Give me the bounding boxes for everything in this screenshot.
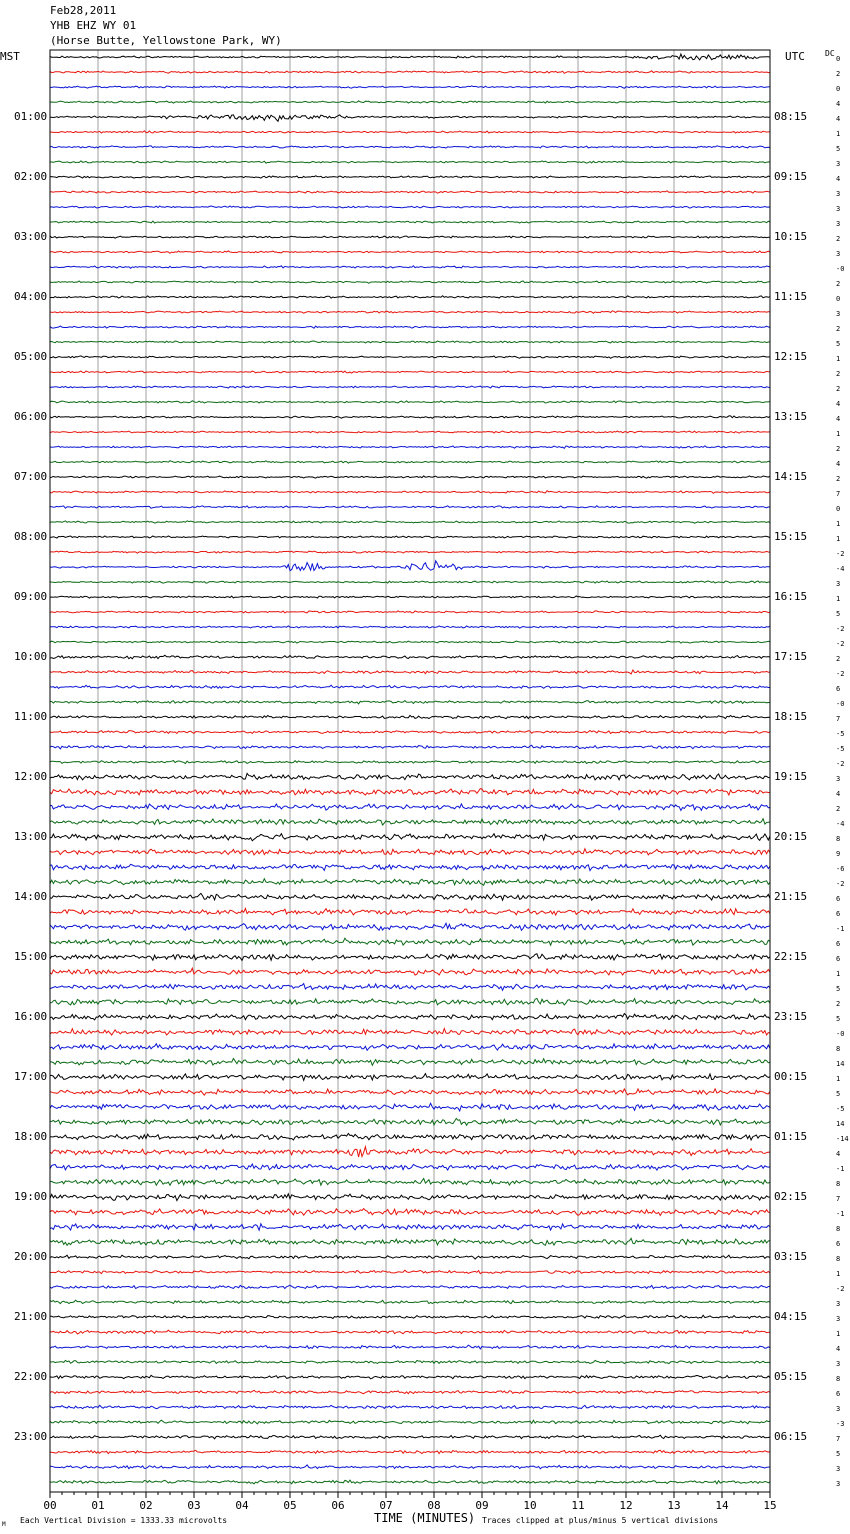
seismic-trace — [50, 101, 770, 103]
dc-offset-value: 5 — [836, 1450, 841, 1458]
seismic-trace — [50, 611, 770, 613]
utc-hour-label: 04:15 — [774, 1310, 808, 1323]
utc-hour-label: 20:15 — [774, 830, 808, 843]
mst-hour-label: 22:00 — [14, 1370, 48, 1383]
x-tick-label: 07 — [379, 1499, 393, 1512]
utc-hour-label: 10:15 — [774, 230, 808, 243]
seismic-trace — [50, 266, 770, 269]
seismic-trace — [50, 1450, 770, 1453]
dc-offset-value: -1 — [836, 925, 845, 933]
dc-offset-value: 3 — [836, 190, 841, 198]
mst-hour-label: 04:00 — [14, 290, 48, 303]
dc-offset-value: 4 — [836, 115, 841, 123]
x-tick-label: 13 — [667, 1499, 681, 1512]
x-axis-title: TIME (MINUTES) — [374, 1511, 476, 1525]
seismic-trace — [50, 431, 770, 433]
dc-offset-value: 3 — [836, 1300, 841, 1308]
dc-offset-value: 3 — [836, 250, 841, 258]
dc-offset-value: 1 — [836, 1330, 841, 1338]
seismic-trace — [50, 1118, 770, 1125]
utc-hour-label: 00:15 — [774, 1070, 808, 1083]
seismic-trace — [50, 1194, 770, 1201]
dc-offset-value: 4 — [836, 460, 841, 468]
dc-offset-value: 5 — [836, 1015, 841, 1023]
utc-hour-label: 14:15 — [774, 470, 808, 483]
dc-offset-value: -1 — [836, 1165, 845, 1173]
utc-hour-label: 19:15 — [774, 770, 808, 783]
dc-offset-value: -4 — [836, 565, 845, 573]
seismic-trace — [50, 1134, 770, 1141]
dc-offset-value: 8 — [836, 1375, 841, 1383]
seismic-trace — [50, 834, 770, 841]
seismic-trace — [50, 581, 770, 583]
utc-hour-label: 15:15 — [774, 530, 808, 543]
x-tick-label: 09 — [475, 1499, 489, 1512]
dc-offset-value: 7 — [836, 715, 841, 723]
dc-offset-value: 5 — [836, 610, 841, 618]
dc-offset-value: 6 — [836, 955, 841, 963]
dc-offset-value: 1 — [836, 970, 841, 978]
dc-offset-value: 3 — [836, 1315, 841, 1323]
seismic-trace — [50, 386, 770, 388]
utc-hour-label: 18:15 — [774, 710, 808, 723]
dc-offset-value: -14 — [836, 1135, 849, 1143]
seismic-trace — [50, 251, 770, 253]
dc-offset-value: 14 — [836, 1060, 845, 1068]
seismic-trace — [50, 341, 770, 343]
dc-offset-value: 2 — [836, 445, 841, 453]
mst-hour-label: 02:00 — [14, 170, 48, 183]
x-tick-label: 15 — [763, 1499, 777, 1512]
seismic-trace — [50, 536, 770, 538]
dc-offset-value: 9 — [836, 850, 841, 858]
dc-offset-value: 2 — [836, 370, 841, 378]
dc-offset-value: 0 — [836, 55, 841, 63]
seismic-trace — [50, 879, 770, 885]
left-axis-label: MST — [0, 50, 20, 63]
seismic-trace — [50, 176, 770, 178]
seismic-trace — [50, 804, 770, 811]
dc-offset-value: 4 — [836, 400, 841, 408]
seismic-trace — [50, 356, 770, 358]
utc-hour-label: 12:15 — [774, 350, 808, 363]
seismic-trace — [50, 998, 770, 1005]
dc-offset-value: -2 — [836, 670, 845, 678]
mst-hour-label: 10:00 — [14, 650, 48, 663]
x-tick-label: 14 — [715, 1499, 729, 1512]
seismic-trace — [50, 54, 770, 60]
dc-offset-value: 4 — [836, 790, 841, 798]
dc-offset-value: 2 — [836, 805, 841, 813]
dc-offset-value: 4 — [836, 100, 841, 108]
mst-hour-label: 17:00 — [14, 1070, 48, 1083]
dc-offset-value: -2 — [836, 640, 845, 648]
seismic-trace — [50, 551, 770, 553]
seismic-trace — [50, 909, 770, 916]
dc-offset-value: 3 — [836, 1480, 841, 1488]
seismic-trace — [50, 311, 770, 313]
x-tick-label: 11 — [571, 1499, 585, 1512]
seismic-trace — [50, 1238, 770, 1245]
dc-offset-value: -6 — [836, 865, 845, 873]
mst-hour-label: 19:00 — [14, 1190, 48, 1203]
dc-offset-value: 1 — [836, 520, 841, 528]
mst-hour-label: 09:00 — [14, 590, 48, 603]
seismic-trace — [50, 1209, 770, 1216]
dc-offset-value: 3 — [836, 310, 841, 318]
dc-offset-value: -2 — [836, 625, 845, 633]
mst-hour-label: 05:00 — [14, 350, 48, 363]
seismic-trace — [50, 596, 770, 598]
dc-offset-value: -3 — [836, 1420, 845, 1428]
seismic-trace — [50, 789, 770, 795]
mst-hour-label: 20:00 — [14, 1250, 48, 1263]
x-tick-label: 00 — [43, 1499, 57, 1512]
dc-offset-value: 3 — [836, 205, 841, 213]
seismic-trace — [50, 1405, 770, 1408]
seismic-trace — [50, 401, 770, 403]
mst-hour-label: 11:00 — [14, 710, 48, 723]
dc-offset-value: 1 — [836, 1075, 841, 1083]
mst-hour-label: 16:00 — [14, 1010, 48, 1023]
dc-offset-value: -2 — [836, 760, 845, 768]
seismic-trace — [50, 1014, 770, 1020]
seismic-trace — [50, 476, 770, 478]
seismic-trace — [50, 745, 770, 749]
dc-offset-value: -0 — [836, 1030, 845, 1038]
utc-hour-label: 22:15 — [774, 950, 808, 963]
trace-group — [50, 54, 770, 1484]
seismic-trace — [50, 761, 770, 764]
dc-offset-value: 1 — [836, 130, 841, 138]
dc-offset-value: 1 — [836, 355, 841, 363]
dc-offset-value: 5 — [836, 340, 841, 348]
utc-hour-label: 23:15 — [774, 1010, 808, 1023]
dc-offset-value: 0 — [836, 505, 841, 513]
seismic-trace — [50, 893, 770, 900]
dc-offset-value: 5 — [836, 145, 841, 153]
dc-offset-value: 3 — [836, 1465, 841, 1473]
dc-label: DC — [825, 49, 835, 58]
seismic-trace — [50, 685, 770, 688]
dc-offset-value: 7 — [836, 1435, 841, 1443]
x-axis — [43, 1492, 776, 1512]
x-tick-label: 06 — [331, 1499, 345, 1512]
dc-offset-value: 2 — [836, 235, 841, 243]
seismic-trace — [50, 1435, 770, 1439]
seismic-trace — [50, 191, 770, 193]
dc-offset-value: 1 — [836, 595, 841, 603]
seismic-trace — [50, 491, 770, 494]
seismic-trace — [50, 984, 770, 991]
mst-hour-label: 14:00 — [14, 890, 48, 903]
header-date: Feb28,2011 — [50, 4, 117, 17]
dc-offset-value: 3 — [836, 1405, 841, 1413]
seismic-trace — [50, 938, 770, 945]
seismic-trace — [50, 1360, 770, 1363]
x-tick-label: 12 — [619, 1499, 633, 1512]
dc-offset-value: -4 — [836, 820, 845, 828]
dc-offset-value: 3 — [836, 160, 841, 168]
seismic-trace — [50, 561, 770, 571]
seismic-trace — [50, 86, 770, 88]
dc-offset-value: 2 — [836, 70, 841, 78]
seismic-trace — [50, 1164, 770, 1170]
dc-offset-value: 3 — [836, 1360, 841, 1368]
dc-offset-value: 1 — [836, 1270, 841, 1278]
seismic-trace — [50, 968, 770, 975]
dc-offset-value: 5 — [836, 985, 841, 993]
dc-offset-value: 6 — [836, 685, 841, 693]
dc-offset-value: -2 — [836, 550, 845, 558]
dc-offset-value: -5 — [836, 730, 845, 738]
seismic-trace — [50, 1059, 770, 1066]
seismic-trace — [50, 506, 770, 509]
seismic-trace — [50, 819, 770, 825]
seismic-trace — [50, 146, 770, 148]
mst-hour-label: 07:00 — [14, 470, 48, 483]
seismic-trace — [50, 1074, 770, 1081]
mst-hour-label: 13:00 — [14, 830, 48, 843]
mst-hour-label: 18:00 — [14, 1130, 48, 1143]
corner-mark: M — [2, 1521, 6, 1528]
seismic-trace — [50, 1300, 770, 1303]
seismic-trace — [50, 923, 770, 930]
dc-offset-value: 1 — [836, 430, 841, 438]
dc-offset-value: 2 — [836, 1000, 841, 1008]
x-tick-label: 01 — [91, 1499, 105, 1512]
seismic-trace — [50, 1103, 770, 1111]
mst-hour-label: 15:00 — [14, 950, 48, 963]
seismic-trace — [50, 1270, 770, 1274]
seismic-trace — [50, 655, 770, 659]
dc-offset-value: -0 — [836, 265, 845, 273]
seismic-trace — [50, 221, 770, 223]
seismic-trace — [50, 461, 770, 463]
seismic-trace — [50, 1315, 770, 1318]
dc-offset-value: 0 — [836, 295, 841, 303]
dc-offset-value: 4 — [836, 1345, 841, 1353]
dc-offset-value: 8 — [836, 1180, 841, 1188]
dc-offset-value: 7 — [836, 490, 841, 498]
plot-frame — [50, 50, 770, 1492]
seismic-trace — [50, 1224, 770, 1230]
header-station: YHB EHZ WY 01 — [50, 19, 137, 32]
dc-offset-value: 8 — [836, 1255, 841, 1263]
dc-offset-value: 2 — [836, 655, 841, 663]
plot-grid — [98, 50, 722, 1492]
dc-offset-value: 4 — [836, 175, 841, 183]
dc-offset-value: 4 — [836, 415, 841, 423]
utc-hour-label: 08:15 — [774, 110, 808, 123]
seismic-trace — [50, 1330, 770, 1334]
dc-offset-value: 3 — [836, 220, 841, 228]
seismic-trace — [50, 206, 770, 208]
mst-hour-label: 21:00 — [14, 1310, 48, 1323]
seismic-trace — [50, 1345, 770, 1349]
utc-hour-label: 21:15 — [774, 890, 808, 903]
seismic-trace — [50, 1420, 770, 1424]
seismic-trace — [50, 1285, 770, 1288]
seismic-trace — [50, 371, 770, 373]
seismic-trace — [50, 1465, 770, 1469]
dc-offset-value: 2 — [836, 280, 841, 288]
dc-offset-value: 14 — [836, 1120, 845, 1128]
dc-offset-value: 0 — [836, 85, 841, 93]
mst-hour-label: 03:00 — [14, 230, 48, 243]
dc-offset-value: 3 — [836, 580, 841, 588]
utc-hour-label: 09:15 — [774, 170, 808, 183]
dc-offset-value: 8 — [836, 1045, 841, 1053]
utc-hour-label: 02:15 — [774, 1190, 808, 1203]
dc-offset-value: 6 — [836, 895, 841, 903]
dc-offset-value: 6 — [836, 940, 841, 948]
dc-offset-value: 6 — [836, 910, 841, 918]
dc-offset-value: 7 — [836, 1195, 841, 1203]
seismic-trace — [50, 1179, 770, 1186]
utc-hour-label: 16:15 — [774, 590, 808, 603]
dc-offset-value: 4 — [836, 1150, 841, 1158]
dc-offset-value: 5 — [836, 1090, 841, 1098]
seismic-trace — [50, 773, 770, 780]
x-tick-label: 05 — [283, 1499, 297, 1512]
seismic-trace — [50, 670, 770, 674]
dc-offset-value: -2 — [836, 880, 845, 888]
seismic-trace — [50, 1044, 770, 1051]
dc-offset-value: 6 — [836, 1390, 841, 1398]
dc-offset-value: 1 — [836, 535, 841, 543]
utc-hour-label: 11:15 — [774, 290, 808, 303]
seismic-trace — [50, 161, 770, 163]
mst-hour-label: 01:00 — [14, 110, 48, 123]
x-tick-label: 08 — [427, 1499, 441, 1512]
dc-offset-value: 6 — [836, 1240, 841, 1248]
seismic-trace — [50, 1480, 770, 1484]
seismic-trace — [50, 236, 770, 238]
mst-hour-label: 06:00 — [14, 410, 48, 423]
dc-offset-value: -0 — [836, 700, 845, 708]
mst-hour-label: 08:00 — [14, 530, 48, 543]
right-axis-label: UTC — [785, 50, 805, 63]
dc-offset-value: 3 — [836, 775, 841, 783]
utc-hour-label: 03:15 — [774, 1250, 808, 1263]
seismic-trace — [50, 849, 770, 855]
mst-hour-label: 23:00 — [14, 1430, 48, 1443]
seismic-trace — [50, 1375, 770, 1379]
seismic-trace — [50, 701, 770, 704]
seismic-trace — [50, 1255, 770, 1259]
footer-scale-note: Each Vertical Division = 1333.33 microvolts — [20, 1516, 228, 1525]
seismic-trace — [50, 281, 770, 283]
dc-offset-value: 8 — [836, 835, 841, 843]
seismic-trace — [50, 1029, 770, 1036]
utc-hour-label: 01:15 — [774, 1130, 808, 1143]
seismic-trace — [50, 626, 770, 628]
footer-clip-note: Traces clipped at plus/minus 5 vertical divisions — [482, 1516, 719, 1525]
seismic-trace — [50, 1390, 770, 1393]
seismic-trace — [50, 71, 770, 74]
seismic-trace — [50, 521, 770, 523]
utc-hour-label: 13:15 — [774, 410, 808, 423]
x-tick-label: 10 — [523, 1499, 537, 1512]
seismic-trace — [50, 296, 770, 298]
dc-offset-value: -2 — [836, 1285, 845, 1293]
dc-offset-value: 2 — [836, 325, 841, 333]
dc-offset-value: -1 — [836, 1210, 845, 1218]
x-tick-label: 04 — [235, 1499, 249, 1512]
x-tick-label: 03 — [187, 1499, 201, 1512]
seismic-trace — [50, 954, 770, 961]
x-tick-label: 02 — [139, 1499, 153, 1512]
seismic-trace — [50, 446, 770, 448]
seismic-trace — [50, 864, 770, 870]
seismic-trace — [50, 1147, 770, 1157]
seismic-trace — [50, 416, 770, 418]
utc-hour-label: 05:15 — [774, 1370, 808, 1383]
utc-hour-label: 06:15 — [774, 1430, 808, 1443]
mst-hour-label: 12:00 — [14, 770, 48, 783]
dc-offset-value: -5 — [836, 745, 845, 753]
seismic-trace — [50, 115, 770, 121]
header-location: (Horse Butte, Yellowstone Park, WY) — [50, 34, 282, 47]
seismic-trace — [50, 715, 770, 718]
seismic-trace — [50, 641, 770, 643]
seismic-trace — [50, 731, 770, 734]
utc-hour-label: 17:15 — [774, 650, 808, 663]
seismic-trace — [50, 131, 770, 133]
dc-offset-value: 2 — [836, 385, 841, 393]
dc-offset-value: 2 — [836, 475, 841, 483]
dc-offset-value: -5 — [836, 1105, 845, 1113]
seismic-trace — [50, 326, 770, 328]
dc-offset-value: 8 — [836, 1225, 841, 1233]
seismic-trace — [50, 1089, 770, 1095]
